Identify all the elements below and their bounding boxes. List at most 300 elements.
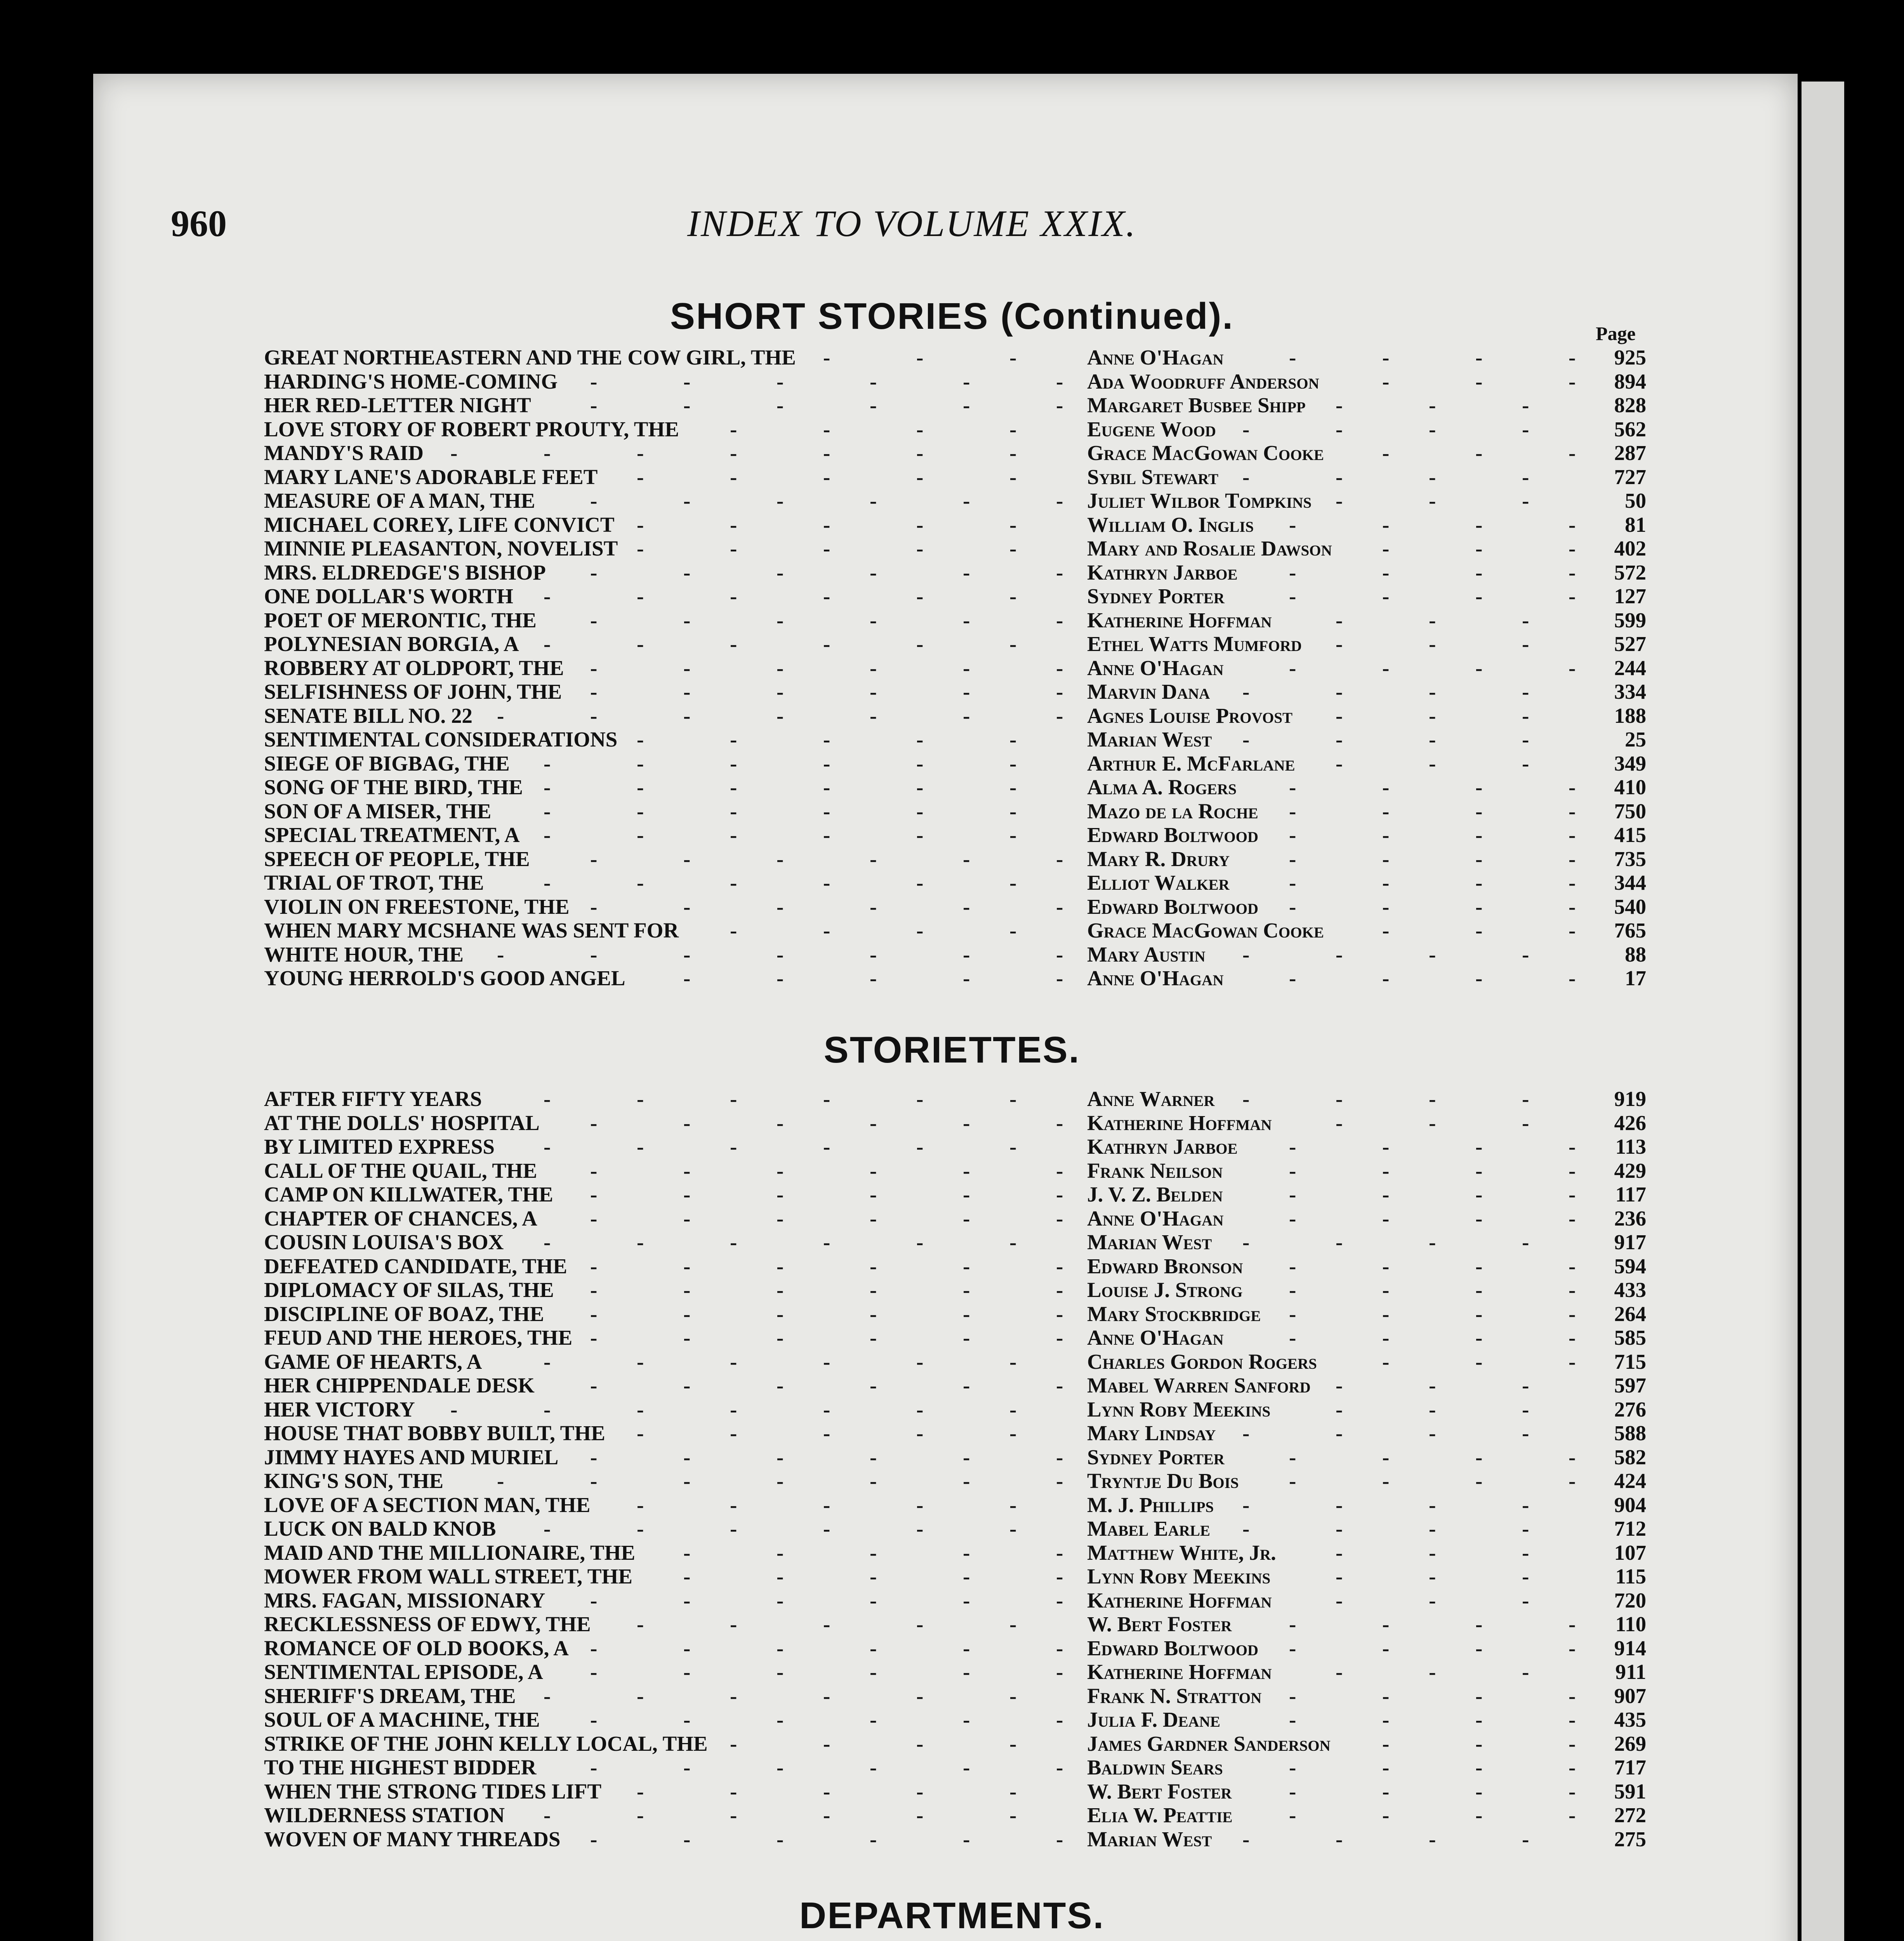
dash-leader: -	[1009, 823, 1017, 847]
dash-leader: -	[870, 894, 877, 918]
dash-leader: -	[637, 1421, 644, 1445]
dash-leader: -	[1336, 703, 1343, 727]
dash-leader: -	[1009, 918, 1017, 942]
index-entry	[264, 1803, 1662, 1827]
entry-author: Marian West	[1087, 727, 1212, 751]
page-number: 960	[171, 203, 227, 244]
entry-title: SONG OF THE BIRD, THE	[264, 775, 523, 799]
dash-leader: -	[1056, 1326, 1063, 1349]
dash-leader: -	[1009, 632, 1017, 656]
dash-leader: -	[1382, 560, 1390, 584]
dash-leader: -	[1336, 1421, 1343, 1445]
entry-author: Mary Lindsay	[1087, 1421, 1216, 1445]
dash-leader: -	[777, 1827, 784, 1851]
dash-leader: -	[1429, 1517, 1436, 1540]
dash-leader: -	[777, 1564, 784, 1588]
dash-leader: -	[1522, 1087, 1529, 1111]
dash-leader: -	[1009, 751, 1017, 775]
dash-leader: -	[1382, 823, 1390, 847]
dash-leader: -	[1569, 441, 1576, 465]
dash-leader: -	[777, 1182, 784, 1206]
index-entry	[264, 775, 1662, 799]
dash-leader: -	[1522, 942, 1529, 966]
entry-title: POET OF MERONTIC, THE	[264, 608, 537, 632]
index-entry	[264, 1230, 1662, 1254]
entry-author: Lynn Roby Meekins	[1087, 1397, 1271, 1421]
dash-leader: -	[916, 775, 924, 799]
dash-leader: -	[1522, 393, 1529, 417]
dash-leader: -	[1289, 871, 1296, 894]
dash-leader: -	[870, 1302, 877, 1326]
dash-leader: -	[590, 894, 598, 918]
dash-leader: -	[823, 345, 830, 369]
index-entry	[264, 1350, 1662, 1374]
dash-leader: -	[1289, 966, 1296, 990]
dash-leader: -	[823, 1803, 830, 1827]
entry-page: 127	[1614, 584, 1646, 608]
dash-leader: -	[1475, 871, 1483, 894]
entry-title: SELFISHNESS OF JOHN, THE	[264, 680, 562, 703]
index-entry	[264, 1207, 1662, 1231]
dash-leader: -	[1522, 703, 1529, 727]
dash-leader: -	[1289, 1158, 1296, 1182]
dash-leader: -	[1289, 847, 1296, 871]
entry-author: Grace MacGowan Cooke	[1087, 441, 1324, 465]
entry-author: Arthur E. McFarlane	[1087, 751, 1295, 775]
entry-page: 415	[1614, 823, 1646, 847]
dash-leader: -	[1522, 1564, 1529, 1588]
dash-leader: -	[1009, 1779, 1017, 1803]
dash-leader: -	[1056, 369, 1063, 393]
entry-author: Mary Stockbridge	[1087, 1302, 1261, 1326]
index-entry	[264, 513, 1662, 537]
dash-leader: -	[730, 417, 737, 441]
dash-leader: -	[777, 1445, 784, 1469]
dash-leader: -	[590, 393, 598, 417]
dash-leader: -	[963, 369, 970, 393]
dash-leader: -	[1522, 489, 1529, 512]
dash-leader: -	[823, 512, 830, 536]
dash-leader: -	[683, 393, 691, 417]
dash-leader: -	[1429, 1373, 1436, 1397]
entry-title: FEUD AND THE HEROES, THE	[264, 1326, 573, 1349]
dash-leader: -	[1056, 393, 1063, 417]
entry-page: 562	[1614, 417, 1646, 441]
index-entry	[264, 1373, 1662, 1398]
entry-page: 264	[1614, 1302, 1646, 1326]
entry-page: 914	[1614, 1636, 1646, 1660]
dash-leader: -	[730, 1493, 737, 1517]
entry-page: 435	[1614, 1708, 1646, 1731]
dash-leader: -	[1009, 871, 1017, 894]
entry-title: MOWER FROM WALL STREET, THE	[264, 1564, 632, 1588]
entry-page: 344	[1614, 871, 1646, 894]
entry-author: Margaret Busbee Shipp	[1087, 393, 1306, 417]
dash-leader: -	[544, 632, 551, 656]
dash-leader: -	[637, 1684, 644, 1708]
section-heading: DEPARTMENTS.	[799, 1895, 1105, 1936]
dash-leader: -	[1475, 1469, 1483, 1493]
dash-leader: -	[916, 584, 924, 608]
dash-leader: -	[1569, 1278, 1576, 1302]
entry-title: TO THE HIGHEST BIDDER	[264, 1755, 537, 1779]
dash-leader: -	[497, 1469, 504, 1493]
dash-leader: -	[1522, 1421, 1529, 1445]
dash-leader: -	[590, 1827, 598, 1851]
dash-leader: -	[1475, 1708, 1483, 1731]
dash-leader: -	[637, 1517, 644, 1540]
dash-leader: -	[1289, 1135, 1296, 1158]
dash-leader: -	[683, 1540, 691, 1564]
dash-leader: -	[916, 1349, 924, 1373]
dash-leader: -	[1475, 1326, 1483, 1349]
dash-leader: -	[963, 1445, 970, 1469]
dash-leader: -	[683, 1660, 691, 1684]
dash-leader: -	[1242, 1517, 1250, 1540]
dash-leader: -	[1382, 512, 1390, 536]
dash-leader: -	[963, 1182, 970, 1206]
dash-leader: -	[1336, 1111, 1343, 1135]
dash-leader: -	[823, 1612, 830, 1636]
dash-leader: -	[683, 1254, 691, 1278]
dash-leader: -	[637, 1612, 644, 1636]
dash-leader: -	[1475, 656, 1483, 680]
dash-leader: -	[870, 1111, 877, 1135]
entry-title: SENATE BILL NO. 22	[264, 703, 473, 727]
entry-page: 188	[1614, 703, 1646, 727]
dash-leader: -	[730, 727, 737, 751]
dash-leader: -	[1242, 1421, 1250, 1445]
entry-title: LOVE OF A SECTION MAN, THE	[264, 1493, 591, 1517]
dash-leader: -	[777, 1469, 784, 1493]
dash-leader: -	[1009, 1803, 1017, 1827]
dash-leader: -	[544, 751, 551, 775]
entry-title: HARDING'S HOME-COMING	[264, 369, 558, 393]
dash-leader: -	[1336, 1660, 1343, 1684]
dash-leader: -	[916, 799, 924, 823]
index-entry	[264, 704, 1662, 728]
entry-title: YOUNG HERROLD'S GOOD ANGEL	[264, 966, 625, 990]
dash-leader: -	[1336, 608, 1343, 632]
dash-leader: -	[870, 1158, 877, 1182]
index-entry	[264, 1278, 1662, 1302]
index-entry	[264, 1564, 1662, 1589]
dash-leader: -	[544, 584, 551, 608]
dash-leader: -	[1522, 608, 1529, 632]
dash-leader: -	[916, 918, 924, 942]
dash-leader: -	[637, 1349, 644, 1373]
dash-leader: -	[1475, 512, 1483, 536]
dash-leader: -	[1009, 1684, 1017, 1708]
dash-leader: -	[1569, 1684, 1576, 1708]
dash-leader: -	[1429, 1564, 1436, 1588]
entry-author: Kathryn Jarboe	[1087, 1135, 1238, 1158]
dash-leader: -	[1289, 560, 1296, 584]
dash-leader: -	[1382, 441, 1390, 465]
page-column-header: Page	[1596, 323, 1636, 344]
entry-title: SPECIAL TREATMENT, A	[264, 823, 520, 847]
dash-leader: -	[1056, 1708, 1063, 1731]
entry-page: 597	[1614, 1373, 1646, 1397]
dash-leader: -	[1382, 894, 1390, 918]
dash-leader: -	[590, 680, 598, 703]
dash-leader: -	[1289, 1206, 1296, 1230]
index-entry	[264, 632, 1662, 656]
dash-leader: -	[1382, 847, 1390, 871]
index-entry	[264, 1780, 1662, 1804]
dash-leader: -	[777, 489, 784, 512]
dash-leader: -	[1522, 1397, 1529, 1421]
entry-title: CALL OF THE QUAIL, THE	[264, 1158, 537, 1182]
index-entry	[264, 871, 1662, 895]
entry-title: MRS. FAGAN, MISSIONARY	[264, 1588, 545, 1612]
dash-leader: -	[1569, 1445, 1576, 1469]
dash-leader: -	[823, 823, 830, 847]
dash-leader: -	[777, 894, 784, 918]
index-entry	[264, 727, 1662, 752]
dash-leader: -	[637, 775, 644, 799]
dash-leader: -	[777, 560, 784, 584]
dash-leader: -	[777, 1660, 784, 1684]
dash-leader: -	[637, 871, 644, 894]
dash-leader: -	[916, 1397, 924, 1421]
dash-leader: -	[1009, 1135, 1017, 1158]
dash-leader: -	[870, 942, 877, 966]
index-entry	[264, 489, 1662, 513]
dash-leader: -	[730, 1087, 737, 1111]
entry-author: Louise J. Strong	[1087, 1278, 1243, 1302]
index-entry	[264, 1302, 1662, 1326]
index-entry	[264, 966, 1662, 990]
dash-leader: -	[777, 1278, 784, 1302]
entry-author: Anne O'Hagan	[1087, 1206, 1224, 1230]
dash-leader: -	[1475, 1206, 1483, 1230]
dash-leader: -	[1242, 680, 1250, 703]
dash-leader: -	[1522, 1111, 1529, 1135]
index-entry	[264, 608, 1662, 632]
dash-leader: -	[590, 656, 598, 680]
dash-leader: -	[1289, 1254, 1296, 1278]
dash-leader: -	[1242, 1087, 1250, 1111]
dash-leader: -	[870, 1564, 877, 1588]
dash-leader: -	[683, 1564, 691, 1588]
dash-leader: -	[1569, 656, 1576, 680]
entry-author: Alma A. Rogers	[1087, 775, 1237, 799]
entry-author: Kathryn Jarboe	[1087, 560, 1238, 584]
entry-author: Mazo de la Roche	[1087, 799, 1258, 823]
entry-title: RECKLESSNESS OF EDWY, THE	[264, 1612, 591, 1636]
dash-leader: -	[1336, 489, 1343, 512]
dash-leader: -	[730, 1803, 737, 1827]
dash-leader: -	[1056, 1636, 1063, 1660]
dash-leader: -	[1475, 1135, 1483, 1158]
dash-leader: -	[823, 1731, 830, 1755]
dash-leader: -	[1569, 1779, 1576, 1803]
dash-leader: -	[1429, 1493, 1436, 1517]
dash-leader: -	[777, 1111, 784, 1135]
dash-leader: -	[870, 393, 877, 417]
dash-leader: -	[777, 1326, 784, 1349]
dash-leader: -	[1522, 1660, 1529, 1684]
entry-author: James Gardner Sanderson	[1087, 1731, 1331, 1755]
dash-leader: -	[1569, 894, 1576, 918]
dash-leader: -	[777, 1588, 784, 1612]
dash-leader: -	[1382, 1779, 1390, 1803]
entry-title: COUSIN LOUISA'S BOX	[264, 1230, 504, 1254]
dash-leader: -	[963, 656, 970, 680]
dash-leader: -	[1569, 1755, 1576, 1779]
dash-leader: -	[870, 703, 877, 727]
index-entry	[264, 656, 1662, 680]
dash-leader: -	[1569, 369, 1576, 393]
dash-leader: -	[963, 1111, 970, 1135]
dash-leader: -	[1336, 1493, 1343, 1517]
dash-leader: -	[1382, 1803, 1390, 1827]
dash-leader: -	[1009, 1612, 1017, 1636]
dash-leader: -	[1056, 1755, 1063, 1779]
dash-leader: -	[1009, 1731, 1017, 1755]
dash-leader: -	[1475, 1636, 1483, 1660]
dash-leader: -	[870, 1373, 877, 1397]
dash-leader: -	[1336, 417, 1343, 441]
entry-page: 236	[1614, 1206, 1646, 1230]
entry-author: Tryntje Du Bois	[1087, 1469, 1239, 1493]
dash-leader: -	[916, 1731, 924, 1755]
dash-leader: -	[916, 345, 924, 369]
dash-leader: -	[1522, 417, 1529, 441]
dash-leader: -	[544, 1397, 551, 1421]
dash-leader: -	[1522, 632, 1529, 656]
dash-leader: -	[1429, 1111, 1436, 1135]
dash-leader: -	[963, 1373, 970, 1397]
dash-leader: -	[1475, 799, 1483, 823]
dash-leader: -	[1569, 799, 1576, 823]
entry-page: 717	[1614, 1755, 1646, 1779]
dash-leader: -	[730, 632, 737, 656]
entry-author: Mary R. Drury	[1087, 847, 1230, 871]
dash-leader: -	[730, 1230, 737, 1254]
entry-author: Edward Boltwood	[1087, 823, 1259, 847]
dash-leader: -	[870, 1254, 877, 1278]
index-entry	[264, 847, 1662, 871]
dash-leader: -	[1056, 1827, 1063, 1851]
dash-leader: -	[870, 1182, 877, 1206]
dash-leader: -	[1475, 775, 1483, 799]
dash-leader: -	[1009, 512, 1017, 536]
entry-title: MEASURE OF A MAN, THE	[264, 489, 535, 512]
index-entry	[264, 680, 1662, 704]
entry-page: 349	[1614, 751, 1646, 775]
entry-page: 88	[1625, 942, 1646, 966]
dash-leader: -	[683, 1827, 691, 1851]
entry-title: ONE DOLLAR'S WORTH	[264, 584, 513, 608]
dash-leader: -	[1336, 632, 1343, 656]
dash-leader: -	[1336, 1397, 1343, 1421]
dash-leader: -	[916, 1135, 924, 1158]
dash-leader: -	[1569, 1206, 1576, 1230]
entry-author: Elia W. Peattie	[1087, 1803, 1233, 1827]
dash-leader: -	[1429, 1540, 1436, 1564]
dash-leader: -	[637, 512, 644, 536]
dash-leader: -	[1336, 393, 1343, 417]
dash-leader: -	[1382, 1349, 1390, 1373]
entry-author: Ethel Watts Mumford	[1087, 632, 1302, 656]
index-entry	[264, 441, 1662, 465]
entry-title: SENTIMENTAL CONSIDERATIONS	[264, 727, 618, 751]
entry-title: HOUSE THAT BOBBY BUILT, THE	[264, 1421, 605, 1445]
dash-leader: -	[777, 1708, 784, 1731]
dash-leader: -	[1009, 584, 1017, 608]
entry-title: STRIKE OF THE JOHN KELLY LOCAL, THE	[264, 1731, 708, 1755]
entry-page: 269	[1614, 1731, 1646, 1755]
dash-leader: -	[1475, 1254, 1483, 1278]
dash-leader: -	[1569, 823, 1576, 847]
entry-title: KING'S SON, THE	[264, 1469, 444, 1493]
dash-leader: -	[637, 441, 644, 465]
dash-leader: -	[1382, 775, 1390, 799]
dash-leader: -	[730, 1779, 737, 1803]
dash-leader: -	[963, 1278, 970, 1302]
dash-leader: -	[730, 751, 737, 775]
dash-leader: -	[823, 465, 830, 489]
dash-leader: -	[450, 1397, 458, 1421]
dash-leader: -	[1429, 1827, 1436, 1851]
dash-leader: -	[637, 799, 644, 823]
entry-author: Lynn Roby Meekins	[1087, 1564, 1271, 1588]
dash-leader: -	[1056, 942, 1063, 966]
dash-leader: -	[1289, 1302, 1296, 1326]
dash-leader: -	[544, 1135, 551, 1158]
entry-title: SON OF A MISER, THE	[264, 799, 492, 823]
dash-leader: -	[590, 369, 598, 393]
dash-leader: -	[1475, 1158, 1483, 1182]
dash-leader: -	[1382, 799, 1390, 823]
entry-author: Mabel Earle	[1087, 1517, 1210, 1540]
entry-page: 765	[1614, 918, 1646, 942]
dash-leader: -	[870, 489, 877, 512]
dash-leader: -	[870, 966, 877, 990]
entry-author: Grace MacGowan Cooke	[1087, 918, 1324, 942]
dash-leader: -	[1382, 1612, 1390, 1636]
dash-leader: -	[1569, 775, 1576, 799]
entry-author: Marvin Dana	[1087, 680, 1210, 703]
dash-leader: -	[1429, 1230, 1436, 1254]
entry-page: 925	[1614, 345, 1646, 369]
index-entry	[264, 1469, 1662, 1493]
dash-leader: -	[870, 680, 877, 703]
dash-leader: -	[777, 1206, 784, 1230]
entry-author: Elliot Walker	[1087, 871, 1230, 894]
dash-leader: -	[1336, 465, 1343, 489]
entry-author: Sydney Porter	[1087, 584, 1225, 608]
dash-leader: -	[1522, 1493, 1529, 1517]
entry-page: 272	[1614, 1803, 1646, 1827]
entry-title: SHERIFF'S DREAM, THE	[264, 1684, 516, 1708]
dash-leader: -	[1475, 918, 1483, 942]
entry-page: 917	[1614, 1230, 1646, 1254]
entry-page: 585	[1614, 1326, 1646, 1349]
dash-leader: -	[1336, 1564, 1343, 1588]
entry-title: ROBBERY AT OLDPORT, THE	[264, 656, 564, 680]
dash-leader: -	[683, 656, 691, 680]
dash-leader: -	[870, 1660, 877, 1684]
entry-page: 911	[1615, 1660, 1646, 1684]
entry-author: Sybil Stewart	[1087, 465, 1218, 489]
entry-page: 588	[1614, 1421, 1646, 1445]
dash-leader: -	[590, 1588, 598, 1612]
dash-leader: -	[730, 918, 737, 942]
dash-leader: -	[1522, 1827, 1529, 1851]
